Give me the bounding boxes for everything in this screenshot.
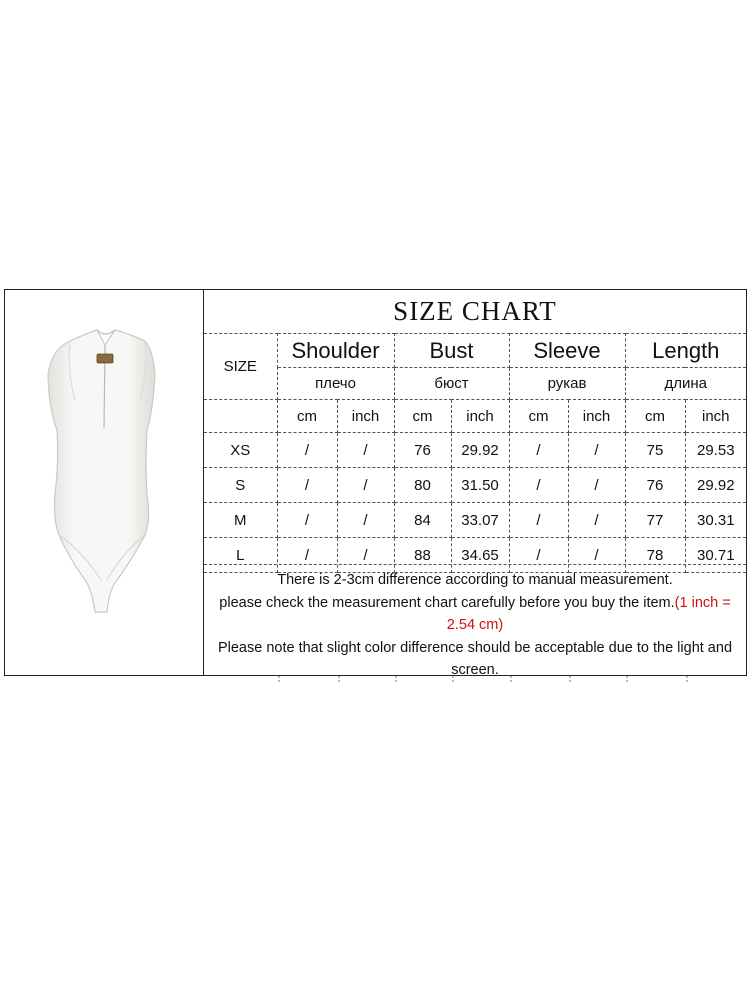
note-line-1: There is 2-3cm difference according to manual measurement.: [277, 572, 673, 588]
value-cell: /: [509, 468, 568, 503]
group-length: Length: [625, 334, 746, 368]
value-cell: 30.31: [685, 503, 746, 538]
unit-cell: cm: [509, 400, 568, 433]
value-cell: 84: [394, 503, 451, 538]
value-cell: /: [568, 503, 625, 538]
unit-blank: [204, 400, 277, 433]
size-cell: S: [204, 468, 277, 503]
size-cell: L: [204, 538, 277, 573]
value-cell: 80: [394, 468, 451, 503]
size-chart: [204, 290, 746, 678]
unit-cell: inch: [337, 400, 394, 433]
unit-cell: cm: [394, 400, 451, 433]
value-cell: 76: [625, 468, 685, 503]
unit-cell: inch: [685, 400, 746, 433]
size-cell: XS: [204, 433, 277, 468]
group-bust: Bust: [394, 334, 509, 368]
value-cell: /: [568, 538, 625, 573]
note-line-2-text: please check the measurement chart carefully before you buy the item.: [219, 594, 675, 611]
group-length-ru: длина: [625, 368, 746, 400]
value-cell: 34.65: [451, 538, 509, 573]
value-cell: 77: [625, 503, 685, 538]
value-cell: /: [277, 468, 337, 503]
group-shoulder: Shoulder: [277, 334, 394, 368]
unit-row: [204, 400, 746, 433]
chart-title: SIZE CHART: [393, 296, 557, 326]
russian-label-row: [204, 368, 746, 400]
size-chart-frame: [4, 289, 747, 676]
group-bust-ru: бюст: [394, 368, 509, 400]
group-sleeve: Sleeve: [509, 334, 625, 368]
value-cell: /: [337, 538, 394, 573]
value-cell: /: [509, 538, 568, 573]
value-cell: /: [509, 433, 568, 468]
unit-cell: cm: [277, 400, 337, 433]
grid-tail-lines: [0, 676, 750, 682]
table-row: [204, 503, 746, 538]
group-header-row: [204, 334, 746, 368]
value-cell: 76: [394, 433, 451, 468]
unit-cell: cm: [625, 400, 685, 433]
inch-conversion-note: (1 inch = 2.54 cm): [446, 594, 731, 633]
size-column-header: SIZE: [204, 334, 277, 400]
value-cell: /: [568, 433, 625, 468]
value-cell: /: [277, 538, 337, 573]
size-cell: M: [204, 503, 277, 538]
value-cell: /: [337, 433, 394, 468]
value-cell: 31.50: [451, 468, 509, 503]
value-cell: /: [277, 433, 337, 468]
value-cell: 88: [394, 538, 451, 573]
unit-cell: inch: [568, 400, 625, 433]
value-cell: 29.92: [685, 468, 746, 503]
value-cell: /: [337, 468, 394, 503]
product-photo-cell: [5, 290, 204, 675]
group-shoulder-ru: плечо: [277, 368, 394, 400]
value-cell: 30.71: [685, 538, 746, 573]
note-line-2: [204, 592, 746, 637]
value-cell: /: [337, 503, 394, 538]
measurement-notes: [204, 564, 746, 677]
value-cell: 33.07: [451, 503, 509, 538]
note-line-3: Please note that slight color difference should be acceptable due to the light and screen.: [217, 639, 733, 678]
value-cell: /: [277, 503, 337, 538]
table-row: [204, 468, 746, 503]
value-cell: 75: [625, 433, 685, 468]
group-sleeve-ru: рукав: [509, 368, 625, 400]
table-row: [204, 433, 746, 468]
value-cell: 29.92: [451, 433, 509, 468]
size-table: [204, 333, 746, 573]
unit-cell: inch: [451, 400, 509, 433]
value-cell: /: [568, 468, 625, 503]
value-cell: 78: [625, 538, 685, 573]
value-cell: 29.53: [685, 433, 746, 468]
white-sleeveless-bodysuit-icon: [5, 290, 202, 675]
value-cell: /: [509, 503, 568, 538]
